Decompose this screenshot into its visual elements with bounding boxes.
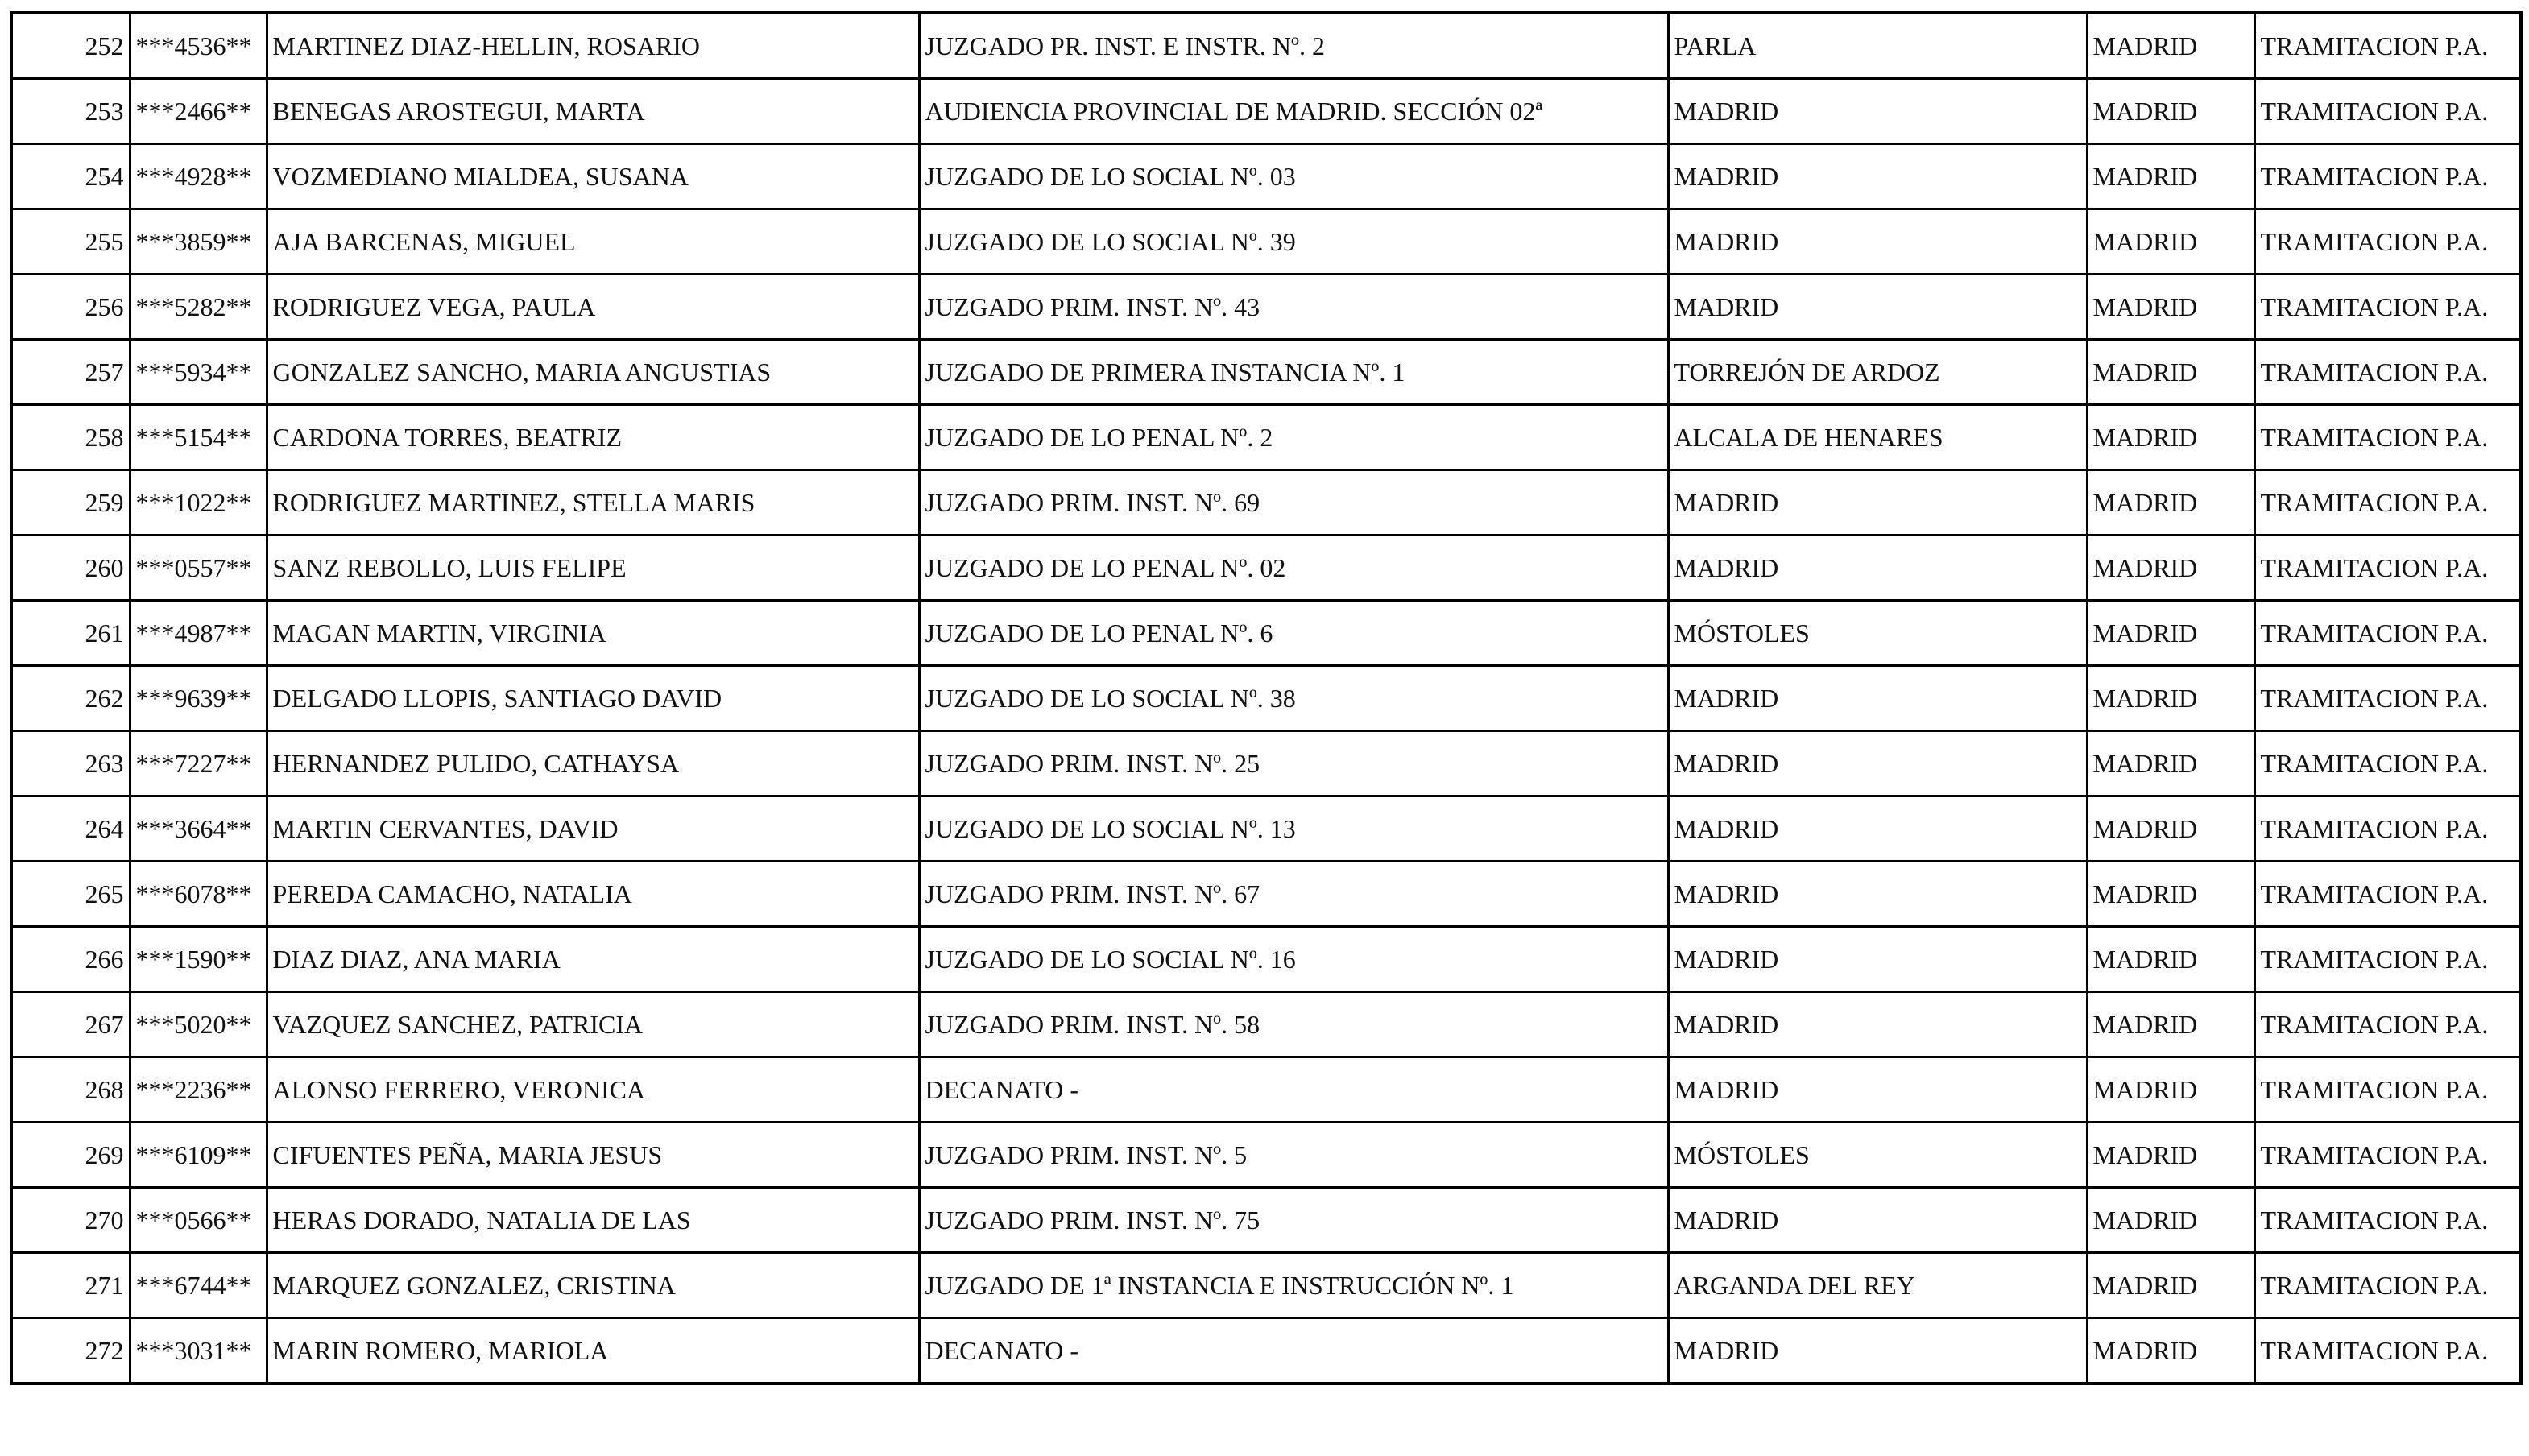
court-name-cell: DECANATO - (919, 1318, 1668, 1384)
table-row (11, 209, 2521, 275)
province-cell: MADRID (2087, 601, 2254, 666)
person-name-cell: CARDONA TORRES, BEATRIZ (267, 405, 919, 470)
court-name-cell: JUZGADO DE 1ª INSTANCIA E INSTRUCCIÓN Nº. 1 (919, 1253, 1668, 1318)
person-name-cell: HERAS DORADO, NATALIA DE LAS (267, 1188, 919, 1253)
table-row (11, 1123, 2521, 1188)
table-row (11, 666, 2521, 731)
table-row (11, 144, 2521, 209)
province-cell: MADRID (2087, 992, 2254, 1057)
person-name-cell: MARTINEZ DIAZ-HELLIN, ROSARIO (267, 13, 919, 79)
staff-body-cell: TRAMITACION P.A. (2254, 536, 2521, 601)
province-cell: MADRID (2087, 275, 2254, 340)
province-cell: MADRID (2087, 209, 2254, 275)
province-cell: MADRID (2087, 536, 2254, 601)
row-number-cell: 255 (11, 209, 130, 275)
row-number-cell: 271 (11, 1253, 130, 1318)
person-name-cell: CIFUENTES PEÑA, MARIA JESUS (267, 1123, 919, 1188)
masked-id-cell: ***2466** (130, 79, 267, 144)
masked-id-cell: ***1590** (130, 927, 267, 992)
province-cell: MADRID (2087, 731, 2254, 796)
table-row (11, 927, 2521, 992)
province-cell: MADRID (2087, 405, 2254, 470)
court-name-cell: JUZGADO PRIM. INST. Nº. 43 (919, 275, 1668, 340)
city-cell: MADRID (1668, 79, 2087, 144)
masked-id-cell: ***3859** (130, 209, 267, 275)
province-cell: MADRID (2087, 1318, 2254, 1384)
province-cell: MADRID (2087, 927, 2254, 992)
court-name-cell: JUZGADO PRIM. INST. Nº. 25 (919, 731, 1668, 796)
masked-id-cell: ***1022** (130, 470, 267, 536)
city-cell: MADRID (1668, 536, 2087, 601)
city-cell: MADRID (1668, 1057, 2087, 1123)
city-cell: MADRID (1668, 275, 2087, 340)
court-name-cell: JUZGADO DE PRIMERA INSTANCIA Nº. 1 (919, 340, 1668, 405)
masked-id-cell: ***4536** (130, 13, 267, 79)
person-name-cell: DIAZ DIAZ, ANA MARIA (267, 927, 919, 992)
court-name-cell: JUZGADO DE LO PENAL Nº. 02 (919, 536, 1668, 601)
court-name-cell: DECANATO - (919, 1057, 1668, 1123)
court-name-cell: JUZGADO PRIM. INST. Nº. 58 (919, 992, 1668, 1057)
masked-id-cell: ***0557** (130, 536, 267, 601)
row-number-cell: 252 (11, 13, 130, 79)
province-cell: MADRID (2087, 1188, 2254, 1253)
staff-body-cell: TRAMITACION P.A. (2254, 1123, 2521, 1188)
court-name-cell: JUZGADO DE LO SOCIAL Nº. 13 (919, 796, 1668, 862)
city-cell: MADRID (1668, 731, 2087, 796)
masked-id-cell: ***3664** (130, 796, 267, 862)
row-number-cell: 254 (11, 144, 130, 209)
row-number-cell: 269 (11, 1123, 130, 1188)
row-number-cell: 263 (11, 731, 130, 796)
person-name-cell: GONZALEZ SANCHO, MARIA ANGUSTIAS (267, 340, 919, 405)
table-row (11, 601, 2521, 666)
table-row (11, 275, 2521, 340)
row-number-cell: 268 (11, 1057, 130, 1123)
province-cell: MADRID (2087, 862, 2254, 927)
court-name-cell: JUZGADO PR. INST. E INSTR. Nº. 2 (919, 13, 1668, 79)
staff-body-cell: TRAMITACION P.A. (2254, 340, 2521, 405)
row-number-cell: 270 (11, 1188, 130, 1253)
staff-body-cell: TRAMITACION P.A. (2254, 1318, 2521, 1384)
person-name-cell: HERNANDEZ PULIDO, CATHAYSA (267, 731, 919, 796)
court-name-cell: JUZGADO DE LO SOCIAL Nº. 39 (919, 209, 1668, 275)
city-cell: ARGANDA DEL REY (1668, 1253, 2087, 1318)
masked-id-cell: ***7227** (130, 731, 267, 796)
row-number-cell: 259 (11, 470, 130, 536)
city-cell: MADRID (1668, 666, 2087, 731)
court-name-cell: JUZGADO DE LO SOCIAL Nº. 03 (919, 144, 1668, 209)
row-number-cell: 257 (11, 340, 130, 405)
staff-body-cell: TRAMITACION P.A. (2254, 79, 2521, 144)
staff-body-cell: TRAMITACION P.A. (2254, 796, 2521, 862)
row-number-cell: 261 (11, 601, 130, 666)
person-name-cell: MARQUEZ GONZALEZ, CRISTINA (267, 1253, 919, 1318)
court-name-cell: JUZGADO DE LO PENAL Nº. 2 (919, 405, 1668, 470)
staff-body-cell: TRAMITACION P.A. (2254, 731, 2521, 796)
staff-body-cell: TRAMITACION P.A. (2254, 1188, 2521, 1253)
staff-body-cell: TRAMITACION P.A. (2254, 144, 2521, 209)
city-cell: MADRID (1668, 796, 2087, 862)
table-body (11, 13, 2521, 1384)
person-name-cell: MARIN ROMERO, MARIOLA (267, 1318, 919, 1384)
city-cell: MÓSTOLES (1668, 1123, 2087, 1188)
masked-id-cell: ***5934** (130, 340, 267, 405)
person-name-cell: ALONSO FERRERO, VERONICA (267, 1057, 919, 1123)
table-row (11, 796, 2521, 862)
masked-id-cell: ***4987** (130, 601, 267, 666)
masked-id-cell: ***6109** (130, 1123, 267, 1188)
row-number-cell: 266 (11, 927, 130, 992)
table-row (11, 1057, 2521, 1123)
city-cell: MADRID (1668, 209, 2087, 275)
row-number-cell: 265 (11, 862, 130, 927)
province-cell: MADRID (2087, 340, 2254, 405)
city-cell: MADRID (1668, 1318, 2087, 1384)
row-number-cell: 260 (11, 536, 130, 601)
row-number-cell: 262 (11, 666, 130, 731)
court-name-cell: JUZGADO PRIM. INST. Nº. 5 (919, 1123, 1668, 1188)
table-row (11, 340, 2521, 405)
staff-body-cell: TRAMITACION P.A. (2254, 209, 2521, 275)
table-row (11, 470, 2521, 536)
person-name-cell: MARTIN CERVANTES, DAVID (267, 796, 919, 862)
staff-body-cell: TRAMITACION P.A. (2254, 601, 2521, 666)
city-cell: MADRID (1668, 470, 2087, 536)
city-cell: MADRID (1668, 144, 2087, 209)
city-cell: MADRID (1668, 927, 2087, 992)
table-row (11, 79, 2521, 144)
masked-id-cell: ***6744** (130, 1253, 267, 1318)
court-name-cell: JUZGADO DE LO SOCIAL Nº. 16 (919, 927, 1668, 992)
staff-body-cell: TRAMITACION P.A. (2254, 927, 2521, 992)
row-number-cell: 253 (11, 79, 130, 144)
staff-body-cell: TRAMITACION P.A. (2254, 862, 2521, 927)
city-cell: MADRID (1668, 862, 2087, 927)
province-cell: MADRID (2087, 666, 2254, 731)
province-cell: MADRID (2087, 470, 2254, 536)
province-cell: MADRID (2087, 1057, 2254, 1123)
table-row (11, 992, 2521, 1057)
province-cell: MADRID (2087, 1123, 2254, 1188)
masked-id-cell: ***4928** (130, 144, 267, 209)
person-name-cell: SANZ REBOLLO, LUIS FELIPE (267, 536, 919, 601)
assignment-listing-table (10, 11, 2523, 1385)
city-cell: TORREJÓN DE ARDOZ (1668, 340, 2087, 405)
person-name-cell: BENEGAS AROSTEGUI, MARTA (267, 79, 919, 144)
court-name-cell: AUDIENCIA PROVINCIAL DE MADRID. SECCIÓN 02ª (919, 79, 1668, 144)
table-row (11, 536, 2521, 601)
city-cell: MADRID (1668, 992, 2087, 1057)
person-name-cell: AJA BARCENAS, MIGUEL (267, 209, 919, 275)
staff-body-cell: TRAMITACION P.A. (2254, 666, 2521, 731)
staff-body-cell: TRAMITACION P.A. (2254, 992, 2521, 1057)
city-cell: ALCALA DE HENARES (1668, 405, 2087, 470)
row-number-cell: 256 (11, 275, 130, 340)
staff-body-cell: TRAMITACION P.A. (2254, 13, 2521, 79)
masked-id-cell: ***9639** (130, 666, 267, 731)
table-row (11, 862, 2521, 927)
masked-id-cell: ***6078** (130, 862, 267, 927)
court-name-cell: JUZGADO DE LO PENAL Nº. 6 (919, 601, 1668, 666)
table-row (11, 1318, 2521, 1384)
person-name-cell: VOZMEDIANO MIALDEA, SUSANA (267, 144, 919, 209)
province-cell: MADRID (2087, 79, 2254, 144)
table-row (11, 405, 2521, 470)
city-cell: MÓSTOLES (1668, 601, 2087, 666)
masked-id-cell: ***0566** (130, 1188, 267, 1253)
person-name-cell: VAZQUEZ SANCHEZ, PATRICIA (267, 992, 919, 1057)
masked-id-cell: ***5020** (130, 992, 267, 1057)
province-cell: MADRID (2087, 796, 2254, 862)
table-row (11, 731, 2521, 796)
province-cell: MADRID (2087, 144, 2254, 209)
city-cell: PARLA (1668, 13, 2087, 79)
staff-body-cell: TRAMITACION P.A. (2254, 405, 2521, 470)
city-cell: MADRID (1668, 1188, 2087, 1253)
masked-id-cell: ***2236** (130, 1057, 267, 1123)
table-row (11, 13, 2521, 79)
row-number-cell: 272 (11, 1318, 130, 1384)
row-number-cell: 264 (11, 796, 130, 862)
person-name-cell: RODRIGUEZ MARTINEZ, STELLA MARIS (267, 470, 919, 536)
province-cell: MADRID (2087, 13, 2254, 79)
masked-id-cell: ***5154** (130, 405, 267, 470)
person-name-cell: MAGAN MARTIN, VIRGINIA (267, 601, 919, 666)
staff-body-cell: TRAMITACION P.A. (2254, 1057, 2521, 1123)
row-number-cell: 258 (11, 405, 130, 470)
table-row (11, 1253, 2521, 1318)
masked-id-cell: ***5282** (130, 275, 267, 340)
masked-id-cell: ***3031** (130, 1318, 267, 1384)
staff-body-cell: TRAMITACION P.A. (2254, 470, 2521, 536)
person-name-cell: PEREDA CAMACHO, NATALIA (267, 862, 919, 927)
staff-body-cell: TRAMITACION P.A. (2254, 275, 2521, 340)
person-name-cell: RODRIGUEZ VEGA, PAULA (267, 275, 919, 340)
row-number-cell: 267 (11, 992, 130, 1057)
court-name-cell: JUZGADO PRIM. INST. Nº. 75 (919, 1188, 1668, 1253)
table-row (11, 1188, 2521, 1253)
court-name-cell: JUZGADO PRIM. INST. Nº. 67 (919, 862, 1668, 927)
staff-body-cell: TRAMITACION P.A. (2254, 1253, 2521, 1318)
province-cell: MADRID (2087, 1253, 2254, 1318)
court-name-cell: JUZGADO PRIM. INST. Nº. 69 (919, 470, 1668, 536)
court-name-cell: JUZGADO DE LO SOCIAL Nº. 38 (919, 666, 1668, 731)
person-name-cell: DELGADO LLOPIS, SANTIAGO DAVID (267, 666, 919, 731)
